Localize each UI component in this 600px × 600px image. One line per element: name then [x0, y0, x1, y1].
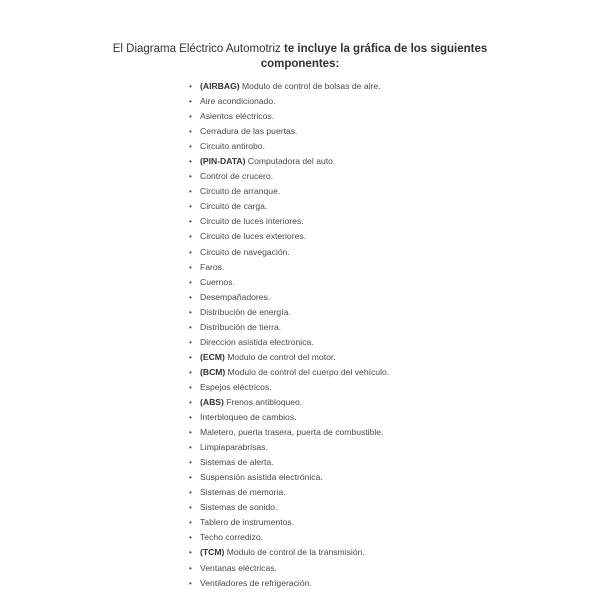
component-text: Sistemas de alerta.	[200, 457, 274, 468]
list-item	[188, 79, 389, 94]
list-item	[188, 305, 389, 320]
bullet-icon: •	[189, 352, 192, 362]
bullet-icon: •	[189, 307, 192, 317]
heading-line-1	[0, 42, 600, 57]
bullet-icon: •	[189, 157, 192, 167]
bullet-icon: •	[189, 322, 192, 332]
heading-line-2: componentes:	[260, 58, 340, 70]
component-text: Ventanas eléctricas.	[200, 562, 277, 573]
component-text: Sistemas de memoria.	[200, 487, 286, 498]
list-item	[188, 365, 389, 380]
list-item	[188, 545, 389, 560]
bullet-icon: •	[189, 232, 192, 242]
bullet-icon: •	[189, 112, 192, 122]
bullet-icon: •	[189, 202, 192, 212]
list-item	[188, 350, 389, 365]
component-text: Circuito de carga.	[200, 201, 268, 212]
list-item	[188, 530, 389, 545]
list-item	[188, 260, 389, 275]
bullet-icon: •	[189, 428, 192, 438]
component-text: Direccion asistida electronica.	[200, 336, 314, 347]
component-text: Limpiaparabrisas.	[200, 442, 268, 453]
component-text: Cuernos.	[200, 276, 235, 287]
list-item	[188, 380, 389, 395]
list-item	[188, 184, 389, 199]
bullet-icon: •	[189, 262, 192, 272]
component-text: Techo corredizo.	[200, 532, 264, 543]
component-text: Modulo de control de bolsas de aire.	[239, 81, 381, 91]
bullet-icon: •	[189, 533, 192, 543]
component-text: Modulo de control del motor.	[224, 351, 336, 362]
component-text: Distribución de energía.	[200, 306, 291, 317]
list-item	[188, 485, 389, 500]
heading-normal-text: El Diagrama Eléctrico Automotriz	[112, 43, 285, 55]
bullet-icon: •	[189, 488, 192, 498]
component-text: Circuito de luces exteriores.	[200, 231, 307, 242]
bullet-icon: •	[189, 548, 192, 558]
bullet-icon: •	[189, 382, 192, 392]
list-item	[188, 320, 389, 335]
bullet-icon: •	[189, 413, 192, 423]
bullet-icon: •	[189, 503, 192, 513]
component-code: (PIN-DATA)	[200, 156, 246, 167]
bullet-icon: •	[189, 97, 192, 107]
list-item	[188, 275, 389, 290]
list-item	[188, 94, 389, 109]
component-text: Maletero, puerta trasera, puerta de combustible.	[200, 427, 384, 438]
list-item	[188, 576, 389, 591]
bullet-icon: •	[189, 337, 192, 347]
list-item	[188, 245, 389, 260]
list-item	[188, 229, 389, 244]
component-text: Aire acondicionado.	[200, 96, 276, 107]
component-text: Modulo de control del cuerpo del vehículo.	[225, 366, 390, 377]
component-text: Asientos eléctricos.	[200, 111, 275, 122]
component-text: Circuito de arranque.	[200, 186, 281, 197]
component-text: Distribución de tierra.	[200, 321, 282, 332]
list-item	[188, 395, 389, 410]
component-text: Computadora del auto.	[245, 156, 336, 167]
component-text: Cerradura de las puertas.	[200, 126, 298, 137]
component-text: Frenos antibloqueo.	[223, 396, 303, 407]
bullet-icon: •	[189, 443, 192, 453]
component-text: Desempañadores.	[200, 291, 271, 302]
bullet-icon: •	[189, 397, 192, 407]
list-item	[188, 214, 389, 229]
component-text: Circuito de luces interiores.	[200, 216, 304, 227]
bullet-icon: •	[189, 518, 192, 528]
list-item	[188, 500, 389, 515]
component-code: (ABS)	[200, 396, 224, 407]
component-code: (AIRBAG)	[200, 81, 240, 91]
component-code: (BCM)	[200, 366, 226, 377]
list-item	[188, 169, 389, 184]
bullet-icon: •	[189, 458, 192, 468]
bullet-icon: •	[189, 187, 192, 197]
component-code: (TCM)	[200, 547, 225, 558]
list-item	[188, 440, 389, 455]
bullet-icon: •	[189, 277, 192, 287]
component-text: Circuito de navegación.	[200, 246, 290, 257]
component-text: Ventiladores de refrigeración.	[200, 577, 312, 588]
list-item	[188, 515, 389, 530]
bullet-icon: •	[189, 172, 192, 182]
list-item	[188, 335, 389, 350]
list-item	[188, 561, 389, 576]
component-text: Circuito antirobo.	[200, 141, 265, 152]
component-text: Suspensión asistida electrónica.	[200, 472, 323, 483]
bullet-icon: •	[189, 142, 192, 152]
component-text: Tablero de instrumentos.	[200, 517, 295, 528]
component-code: (ECM)	[200, 351, 225, 362]
bullet-icon: •	[189, 563, 192, 573]
list-item	[188, 139, 389, 154]
bullet-icon: •	[189, 367, 192, 377]
list-item	[188, 109, 389, 124]
heading-bold-text: te incluye la gráfica de los siguientes	[284, 43, 488, 55]
list-item	[188, 410, 389, 425]
component-text: Control de crucero.	[200, 171, 274, 182]
list-item	[188, 455, 389, 470]
list-item	[188, 154, 389, 169]
bullet-icon: •	[189, 473, 192, 483]
component-text: Sistemas de sonido.	[200, 502, 278, 513]
list-item	[188, 470, 389, 485]
bullet-icon: •	[189, 578, 192, 588]
list-item	[188, 199, 389, 214]
component-text: Faros.	[200, 261, 225, 272]
section-heading	[0, 42, 600, 72]
list-item	[188, 425, 389, 440]
bullet-icon: •	[189, 247, 192, 257]
bullet-icon: •	[189, 82, 192, 91]
list-item	[188, 290, 389, 305]
bullet-icon: •	[189, 127, 192, 137]
bullet-icon: •	[189, 292, 192, 302]
component-list	[188, 79, 389, 591]
component-text: Espejos eléctricos.	[200, 381, 272, 392]
list-item	[188, 124, 389, 139]
bullet-icon: •	[189, 217, 192, 227]
component-text: Modulo de control de la transmisión.	[224, 547, 365, 558]
component-text: Interbloqueo de cambios.	[200, 412, 297, 423]
